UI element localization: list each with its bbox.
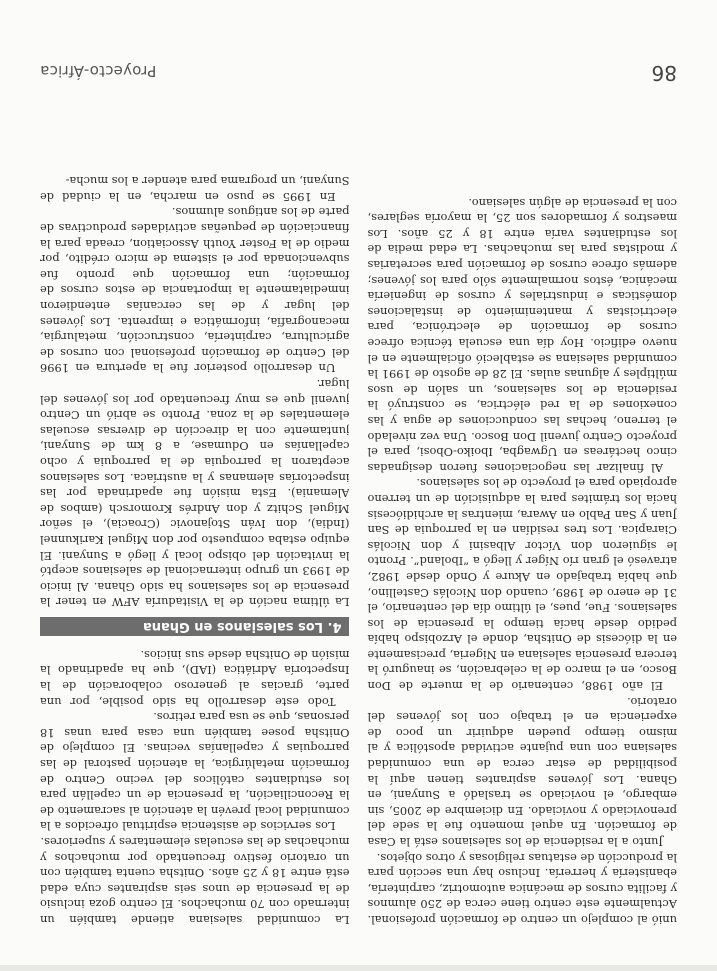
paragraph: unió al complejo un centro de formación profesional. Actualmente este centro tiene cerca de 250 alumnos y facilita cursos de mecánica automotriz, carpintería, ebanistería y herrería. Incluso hay una sección para la producción de estatuas religiosas y otros objetos. xyxy=(367,850,677,927)
paragraph: Un desarrollo posterior fue la apertura en 1996 del Centro de formación profesional con cursos de agricultura, carpintería, construcción, metalurgia, mecanografía, informática e imprenta. Los jóvenes del lugar y de las cercanías entendieron inmediatamente la importancia de estos cursos de formación; una formación que pronto fue subvencionada por el sistema de micro crédito, por medio de la Foster Youth Association, creada para la financiación de pequeñas actividades productivas de parte de los antiguos alumnos. xyxy=(40,205,350,376)
running-section-title: Proyecto-África xyxy=(40,62,157,80)
paragraph: Todo este desarrollo ha sido posible, por una parte, gracias al generoso colaboración de la Inspectoría Adriática (IAD), que ha apadrinado la misión de Onitsha desde sus inicios. xyxy=(40,647,350,709)
paragraph: Los servicios de asistencia espiritual ofrecidos a la comunidad local prevén la atención al sacramento de la Reconciliación, la presencia de un capellán para los estudiantes católicos del vecino Centro de formación metalúrgica, la atención pastoral de las parroquias y capellanías vecinas. El complejo de Onitsha posee también una casa para unas 18 personas, que se usa para retiros. xyxy=(40,710,350,834)
section-heading: 4. Los salesianos en Ghana xyxy=(40,617,350,636)
paragraph: La comunidad salesiana atiende también un internado con 70 muchachos. El centro goza inclusio de la presencia de unos seis aspirantes cuya edad está entre 18 y 25 años. Onitsha cuenta también con un oratorio festivo frecuentado por muchachos y muchachas de las escuelas elementares y superiores. xyxy=(40,835,350,927)
paragraph: En 1995 se puso en marcha, en la ciudad de Sunyani, un programa para atender a los mucha- xyxy=(40,174,350,204)
text-columns xyxy=(40,95,677,927)
right-column xyxy=(40,95,350,927)
paragraph: El año 1988, centenario de la muerte de Don Bosco, en el marco de la celebración, se inauguró la tercera presencia salesiana en Nigeria, precisamente en la diócesis de Onitsha, donde el Arzobispo había pedido desde hacía tiempo la presencia de los salesianos. Fue, pues, el último día del centenario, el 31 de enero de 1989, cuando don Nicolás Castellino, que había trabajado en Akure y Ondo desde 1982, atravesó el gran río Níger y llegó a “Iboland”. Pronto le siguieron don Víctor Albasini y don Nicolás Ciarapica. Los tres residían en la parroquia de San Juan y San Pablo en Awara, mientras la archidiócesis hacía los trámites para la adquisición de un terreno apropiado para el proyecto de los salesianos. xyxy=(367,476,677,694)
scan-edge xyxy=(0,965,717,971)
paragraph: La última nación de la Visitaduría AFW en tener la presencia de los salesianos ha sido Ghana. Al inicio de 1993 un grupo internacional de salesianos aceptó la invitación del obispo local y llegó a Sunyani. El equipo estaba compuesto por don Miguel Karikunnel (India), don Iván Stojanovic (Croacia), el señor Miguel Schitz y don Andrés Kromorsch (ambos de Alemania). Esta misión fue apadrinada por las inspectorías alemanas y la austríaca. Los salesianos aceptaron la parroquia de la parroquia y ocho capellanías en Odumase, a 8 km de Sunyani, juntamente con la dirección de diversas escuelas elementales de la zona. Pronto se abrió un Centro juvenil que es muy frecuentado por los jóvenes del lugar. xyxy=(40,377,350,610)
paragraph: Al finalizar las negociaciones fueron designadas cinco hectáreas en Ugwagba, Iboiko-Obosi, para el proyecto Centro juvenil Don Bosco. Una vez nivelado el terreno, hechas las conducciones de agua y las conexiones de la red eléctrica, se construyó la residencia de los salesianos, un salón de usos múltiples y algunas aulas. El 28 de agosto de 1991 la comunidad salesiana se estableció oficialmente en el nuevo edificio. Hoy día una escuela técnica ofrece cursos de formación de electrónica, para electricistas y mantenimiento de instalaciones domésticas e industriales y cursos de ingeniería mecánica, éstos normalmente sólo para los jóvenes; además ofrece cursos de formación para secretarias y modistas para las muchachas. La edad media de los estudiantes varía entre 18 y 25 años. Los maestros y formadores son 25, la mayoría seglares, con la presencia de algún salesiano. xyxy=(367,195,677,475)
left-column xyxy=(368,95,678,927)
page-number: 86 xyxy=(651,61,677,85)
paragraph: Junto a la residencia de los salesianos está la Casa de formación. En aquel momento fue la sede del prenoviciado y noviciado. En diciembre de 2005, sin embargo, el noviciado se trasladó a Sunyani, en Ghana. Los jóvenes aspirantes tienen aquí la posibilidad de estar cerca de una comunidad salesiana con una pujante actividad apostólica y al mismo tiempo pueden adquirir un poco de experiencia en el trabajo con los jóvenes del oratorio. xyxy=(367,694,677,850)
running-header xyxy=(40,55,677,85)
